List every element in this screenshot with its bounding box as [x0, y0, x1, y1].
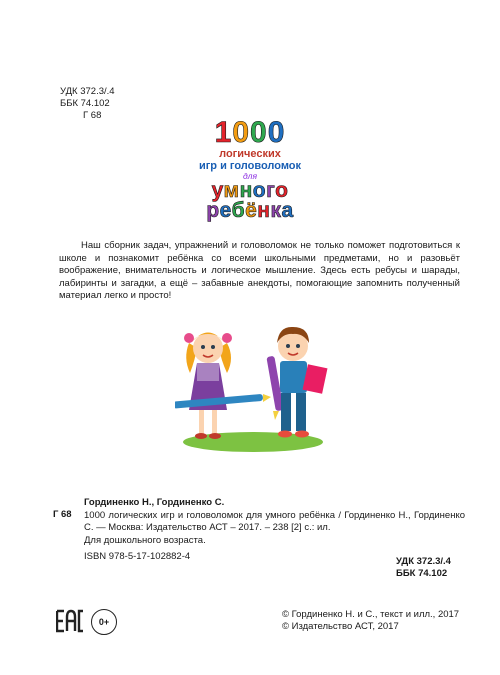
title-letter: а	[281, 199, 294, 222]
title-number-text	[215, 116, 286, 149]
title-letter: 0	[250, 116, 268, 149]
bib-audience: Для дошкольного возраста.	[84, 534, 206, 546]
title-letter: н	[257, 199, 271, 222]
bib-isbn: ISBN 978-5-17-102882-4	[84, 551, 191, 562]
title-letter: б	[231, 199, 246, 222]
girl-figure	[175, 333, 271, 440]
book-title	[190, 118, 310, 221]
title-letter: г	[266, 179, 276, 202]
copyright-line2: © Издательство АСТ, 2017	[282, 621, 399, 632]
title-word1	[190, 181, 310, 201]
classification-codes-top	[60, 86, 115, 122]
copyright-line1: © Гординенко Н. и С., текст и илл., 2017	[282, 609, 460, 620]
title-letter: 0	[267, 116, 286, 149]
udk-code-bottom: УДК 372.3/.4	[396, 556, 451, 567]
title-letter: е	[219, 199, 232, 222]
eac-mark-icon	[56, 609, 84, 633]
classification-codes-bottom	[396, 556, 451, 580]
title-letter: р	[206, 199, 220, 222]
bbk-code: ББК 74.102	[60, 98, 110, 109]
title-letter: 0	[232, 116, 250, 149]
title-number	[190, 118, 310, 148]
age-rating-badge: 0+	[91, 609, 117, 635]
children-illustration	[175, 318, 335, 453]
title-letter: ё	[245, 199, 258, 222]
copyright-block	[282, 609, 459, 633]
title-letter: о	[275, 179, 289, 202]
bib-description: 1000 логических игр и головоломок для умного ребёнка / Гординенко Н., Гординенко С. — Москва: Издательство АСТ – 2017. – 238 [2] с.: ил.	[84, 509, 465, 533]
title-letter: м	[223, 179, 240, 202]
title-word2	[190, 201, 310, 221]
title-letter: н	[239, 179, 253, 202]
bib-authors: Гординенко Н., Гординенко С.	[84, 497, 225, 508]
title-letter: о	[252, 179, 267, 202]
bibliographic-record	[55, 497, 465, 564]
description-text: Наш сборник задач, упражнений и головоломок не только поможет подготовиться к школе и познакомит ребёнка со всеми школьными предметами, но и разовьёт воображение, внимательность и логическое мышление. Здесь есть ребусы и шарады, лабиринты и загадки, а ещё – забавные анекдоты, помогающие запомнить полученный материал легко и просто!	[59, 240, 460, 301]
author-sign: Г 68	[83, 110, 102, 121]
boy-figure	[266, 327, 327, 438]
title-line1: логических	[219, 148, 281, 160]
title-for: для	[242, 171, 258, 181]
bib-code: Г 68	[53, 509, 72, 520]
udk-code: УДК 372.3/.4	[60, 86, 115, 97]
title-letter: у	[211, 179, 224, 202]
title-letter: 1	[214, 116, 233, 149]
title-line2: игр и головоломок	[198, 160, 302, 172]
title-letter: к	[270, 199, 282, 222]
bbk-code-bottom: ББК 74.102	[396, 568, 448, 579]
